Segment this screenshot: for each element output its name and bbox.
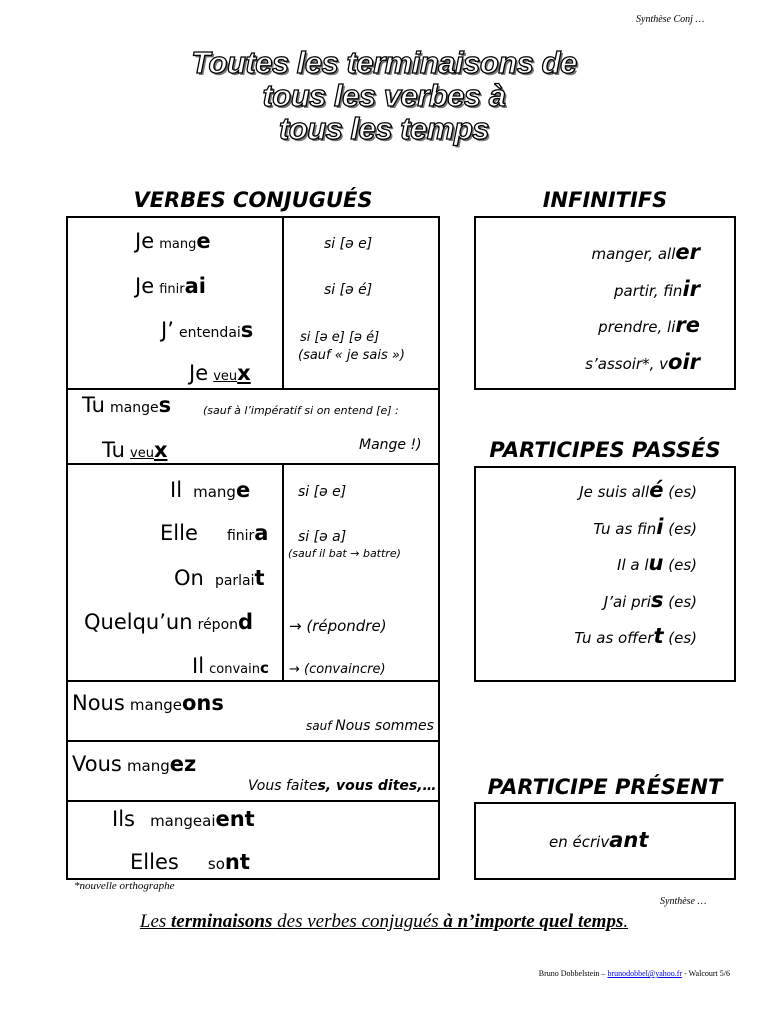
stem: mang [193, 483, 236, 501]
ending: c [259, 659, 269, 677]
pronoun: Elle [160, 521, 198, 545]
section-past-participles: PARTICIPES PASSÉS [489, 438, 721, 462]
vous-note-b: s, vous dites,… [317, 778, 437, 794]
credit-rest: - Walcourt 5/6 [682, 969, 730, 978]
stem: manger, all [591, 245, 676, 263]
infinitive-4 [585, 350, 700, 374]
il-note-1: si [ə e] [298, 484, 347, 500]
je-row-4 [189, 361, 251, 385]
stem: finir [226, 528, 255, 544]
stem: mange [129, 696, 182, 714]
il-divider [282, 463, 284, 680]
title-line-2: tous les verbes à [262, 78, 506, 113]
stem: en écriv [549, 833, 610, 851]
section-conjugated: VERBES CONJUGUÉS [133, 188, 373, 212]
ending: u [648, 551, 664, 575]
je-row-2 [135, 274, 206, 298]
pronoun: Tu [102, 438, 125, 462]
il-note-2: si [ə a] [298, 529, 347, 545]
footer-d: à n’importe quel temps [443, 911, 624, 932]
pronoun: Je [189, 361, 209, 385]
credit-name: Bruno Dobbelstein – [538, 969, 608, 978]
stem: Tu as fin [593, 520, 657, 538]
divider-vous-ils [66, 800, 440, 802]
pronoun: Elles [130, 850, 179, 874]
divider-je-tu [66, 388, 440, 390]
divider-nous-vous [66, 740, 440, 742]
title-line-1: Toutes les terminaisons de [191, 45, 577, 80]
pronoun: On [174, 566, 204, 590]
header-right: Synthèse Conj … [636, 14, 705, 25]
footer-e: . [623, 911, 629, 932]
tail: (es) [663, 593, 697, 611]
je-divider [282, 216, 284, 388]
il-row-2 [160, 521, 268, 545]
footer-sentence [0, 911, 768, 933]
pronoun: Je [135, 229, 155, 253]
ending: s [650, 588, 664, 612]
tail: (es) [663, 629, 697, 647]
pronoun: Je [135, 274, 155, 298]
je-row-3 [161, 318, 253, 342]
stem: entendai [178, 325, 241, 341]
pronoun: Tu [82, 393, 105, 417]
section-infinitives: INFINITIFS [542, 188, 668, 212]
infinitive-1 [591, 240, 700, 264]
tu-row-2 [102, 438, 168, 462]
ending: ir [682, 277, 700, 301]
ending: re [675, 313, 700, 337]
tail: (es) [663, 483, 697, 501]
participle-5 [574, 624, 697, 648]
ending: e [235, 478, 251, 502]
stem: J’ai pri [603, 593, 651, 611]
il-note-2b: (sauf il bat → battre) [288, 547, 401, 560]
ending: nt [224, 850, 250, 874]
nous-note-b: Nous somme [335, 718, 427, 734]
ending: s [158, 393, 172, 417]
footer-c: des verbes conjugués [272, 911, 444, 932]
footnote: *nouvelle orthographe [74, 880, 175, 892]
stem: finir [159, 282, 185, 297]
tu-row-1 [82, 393, 171, 417]
nous-note-a: sauf [306, 719, 336, 733]
divider-il-nous [66, 680, 440, 682]
pronoun: Vous [72, 752, 122, 776]
ending: a [254, 521, 269, 545]
stem: répon [197, 617, 239, 633]
ending: é [649, 478, 664, 502]
stem: Tu as offer [574, 629, 654, 647]
participle-4 [604, 588, 697, 612]
stem: mang [159, 237, 197, 252]
ending: s [240, 318, 254, 342]
vous-note-a: Vous faite [248, 778, 318, 794]
vous-row [72, 752, 196, 776]
ending: er [675, 240, 700, 264]
il-row-3 [174, 566, 265, 590]
section-present-participle: PARTICIPE PRÉSENT [487, 775, 723, 799]
nous-row [72, 691, 224, 715]
tu-note-2: Mange !) [359, 437, 422, 453]
divider-tu-il [66, 463, 440, 465]
ending: ez [169, 752, 197, 776]
pronoun: Il [170, 478, 183, 502]
participle-1 [579, 478, 697, 502]
je-note-1: si [ə e] [324, 236, 373, 252]
footer-a: Les [139, 911, 172, 932]
vous-note [248, 778, 437, 794]
footer-b: terminaisons [171, 911, 273, 932]
title-line-3: tous les temps [278, 111, 490, 146]
stem: Je suis all [579, 483, 650, 501]
participle-2 [593, 515, 697, 539]
pronoun: Nous [72, 691, 125, 715]
infinitive-2 [614, 277, 700, 301]
je-note-2: si [ə é] [324, 282, 373, 298]
stem: s’assoir*, v [585, 355, 669, 373]
il-row-1 [170, 478, 250, 502]
je-note-3b: (sauf « je sais ») [298, 348, 406, 363]
stem: mange [110, 400, 159, 416]
il-row-5 [192, 654, 269, 678]
nous-note-c: s [426, 718, 434, 734]
pronoun: Ils [112, 807, 135, 831]
stem: partir, fin [613, 282, 683, 300]
synthese-bottom: Synthèse … [660, 896, 707, 907]
infinitive-3 [598, 313, 700, 337]
ending: x [237, 361, 251, 385]
tail: (es) [663, 520, 697, 538]
tu-note-1: (sauf à l’impératif si on entend [e] : [203, 404, 399, 417]
pronoun: Quelqu’un [84, 610, 193, 634]
stem: prendre, li [598, 318, 676, 336]
ending: x [153, 438, 168, 462]
je-note-3: si [ə e] [ə é] [300, 330, 380, 345]
participle-3 [617, 551, 697, 575]
credit-line [539, 969, 730, 978]
stem: so [207, 855, 225, 873]
ending: e [196, 229, 211, 253]
nous-note [306, 718, 434, 734]
pronoun: Il [192, 654, 205, 678]
ending: ant [609, 828, 649, 852]
stem: convain [209, 662, 260, 677]
ending: t [653, 624, 664, 648]
ils-row-2 [130, 850, 250, 874]
stem: veu [130, 446, 154, 461]
il-note-5: → (convaincre) [289, 662, 386, 677]
ending: d [238, 610, 254, 634]
ending: ai [184, 274, 206, 298]
stem: veu [213, 369, 238, 384]
ending: ons [181, 691, 224, 715]
ils-row-1 [112, 807, 255, 831]
je-row-1 [135, 229, 211, 253]
stem: mang [126, 757, 170, 775]
ending: i [656, 515, 664, 539]
il-row-4 [84, 610, 253, 634]
tail: (es) [663, 556, 697, 574]
ending: oir [668, 350, 700, 374]
ending: ent [215, 807, 255, 831]
ending: t [254, 566, 265, 590]
stem: parlai [214, 573, 255, 589]
stem: mangeai [150, 812, 216, 830]
credit-email-link[interactable]: brunodobbel@yahoo.fr [607, 969, 683, 978]
stem: Il a l [617, 556, 649, 574]
pronoun: J’ [161, 318, 174, 342]
il-note-4: → (répondre) [289, 617, 387, 635]
present-participle [549, 828, 648, 852]
